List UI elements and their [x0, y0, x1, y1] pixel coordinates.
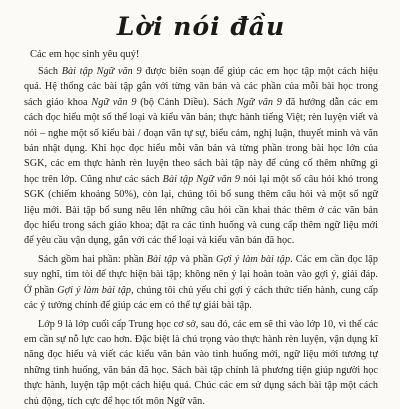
- text-run: đã hướng dẫn các em cách đọc hiểu một số thể loại và kiểu văn bản; thực hành tiếng Việt; rèn luyện viết và nói – nghe một số kiểu bài / đoạn văn tự sự, biểu cảm, nghị luận, thuyết minh và văn bản nhật dụng. Khi học đọc hiểu mỗi văn bản và từng phần trong bài học lớn của SGK, các em thực hành rèn luyện theo sách bài tập này để củng cố thêm những gì học trên lớp. Cũng như các sách: [24, 96, 378, 185]
- italic-text-run: Bài tập Ngữ văn 9: [61, 66, 142, 77]
- paragraph: [24, 317, 378, 409]
- italic-text-run: Gợi ý làm bài tập: [215, 253, 291, 265]
- text-run: và phần: [177, 253, 216, 265]
- text-run: được biên soạn để giúp các em học tập một cách hiệu quả. Hệ thống các bài tập gắn với từng văn bản và các phần của mỗi bài học trong sách giáo khoa: [24, 66, 379, 108]
- text-run: Lớp 9 là lớp cuối cấp Trung học cơ sở, sau đó, các em sẽ thi vào lớp 10, vì thế các em cần sự nỗ lực cao hơn. Đặc biệt là chú trọng vào thực hành rèn luyện, vận dụng kĩ năng đọc hiểu và viết các kiểu văn bản vào tình huống mới, ngữ liệu mới tương tự những tình huống, văn bản đã học. Sách bài tập chính là phương tiện giúp người học thực hành, luyện tập một cách hiệu quả. Chúc các em sử dụng sách bài tập một cách chủ động, tích cực để học tốt môn Ngữ văn.: [24, 318, 378, 407]
- body-text: [24, 64, 378, 409]
- paragraph: [24, 252, 378, 314]
- text-run: Sách: [38, 66, 62, 77]
- italic-text-run: Gợi ý làm bài tập: [57, 284, 132, 296]
- title-wrap: [24, 12, 378, 41]
- text-run: , chúng tôi chủ yếu chỉ gợi ý cách thức tiến hành, cung cấp các ý tưởng chính để giúp các em có thể tự giải bài tập.: [24, 284, 378, 312]
- italic-text-run: Bài tập: [146, 253, 178, 265]
- page-title: Lời nói đầu: [116, 12, 286, 41]
- text-run: Sách gồm hai phần: phần: [38, 253, 147, 265]
- paragraph: [24, 64, 378, 249]
- text-run: nói lại một số câu hỏi khó trong SGK (chiếm khoảng 50%), còn lại, chúng tôi bổ sung thêm câu hỏi và một số ngữ liệu mới. Bài tập bổ sung nêu lên những câu hỏi cần khai thác thêm ở các văn bản đọc hiểu trong sách giáo khoa; đặt ra các tình huống và cung cấp thêm ngữ liệu mới để yêu cầu vận dụng, gắn với các thể loại và kiểu văn bản đã học.: [24, 173, 378, 247]
- text-run: (bộ Cánh Diều). Sách: [136, 96, 237, 108]
- italic-text-run: Bài tập Ngữ văn 9: [162, 173, 241, 185]
- italic-text-run: Ngữ văn 9: [236, 96, 282, 108]
- greeting: Các em học sinh yêu quý!: [30, 49, 140, 60]
- text-run: . Các em cần đọc lập suy nghĩ, tìm tòi để thực hiện bài tập; không nên ỷ lại hoàn toàn vào gợi ý, giải đáp. Ở phần: [24, 253, 378, 296]
- italic-text-run: Ngữ văn 9: [91, 96, 137, 108]
